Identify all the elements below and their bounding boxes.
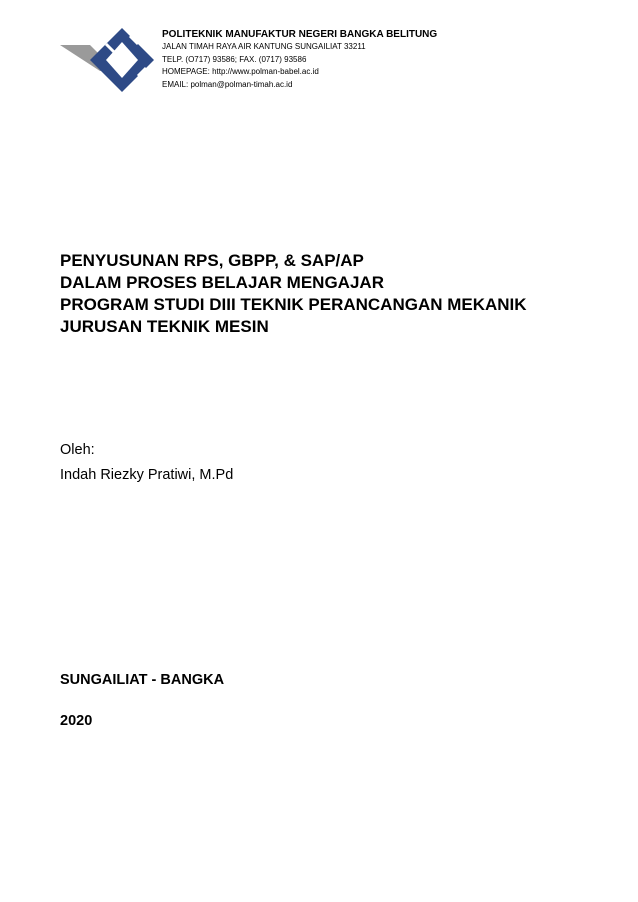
author-name: Indah Riezky Pratiwi, M.Pd [60, 467, 234, 483]
year-text: 2020 [60, 713, 93, 729]
institution-homepage: HOMEPAGE: http://www.polman-babel.ac.id [162, 67, 319, 77]
institution-email: EMAIL: polman@polman-timah.ac.id [162, 79, 293, 89]
institution-phone: TELP. (O717) 93586; FAX. (0717) 93586 [162, 54, 307, 64]
institution-logo [60, 28, 154, 92]
title-line-1: PENYUSUNAN RPS, GBPP, & SAP/AP [60, 251, 364, 270]
institution-address: JALAN TIMAH RAYA AIR KANTUNG SUNGAILIAT 33211 [162, 42, 366, 51]
place-text: SUNGAILIAT - BANGKA [60, 672, 225, 688]
title-line-3: PROGRAM STUDI DIII TEKNIK PERANCANGAN MEKANIK [60, 295, 527, 314]
author-label: Oleh: [60, 442, 95, 458]
institution-name: POLITEKNIK MANUFAKTUR NEGERI BANGKA BELITUNG [162, 29, 438, 40]
author-block [60, 438, 233, 488]
title-line-4: JURUSAN TEKNIK MESIN [60, 317, 269, 336]
letterhead [162, 29, 622, 91]
document-title [60, 250, 630, 338]
title-line-2: DALAM PROSES BELAJAR MENGAJAR [60, 273, 384, 292]
